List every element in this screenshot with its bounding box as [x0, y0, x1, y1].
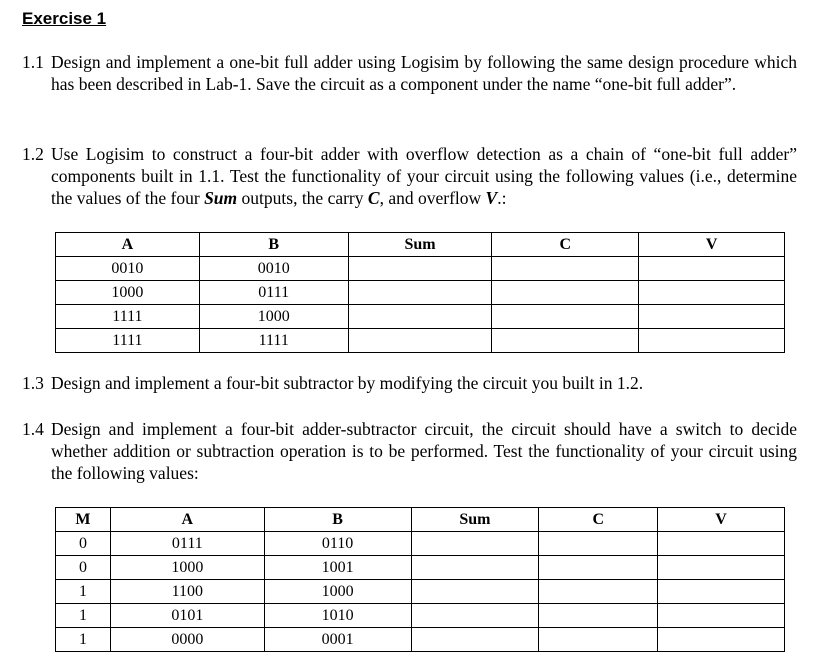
section-number: 1.1 [22, 52, 44, 72]
header-v: V [658, 508, 785, 532]
header-c: C [539, 508, 658, 532]
header-a: A [110, 508, 264, 532]
cell-c [492, 329, 639, 353]
section-number: 1.4 [22, 419, 44, 439]
table-header-row [56, 508, 785, 532]
table-row [56, 305, 785, 329]
cell-a: 1111 [56, 329, 200, 353]
cell-a: 1100 [110, 580, 264, 604]
cell-b: 1001 [264, 556, 411, 580]
sum-term: Sum [204, 188, 238, 208]
cell-sum [348, 305, 492, 329]
table-header-row [56, 233, 785, 257]
cell-m: 1 [56, 628, 111, 652]
header-sum: Sum [348, 233, 492, 257]
exercise-title: Exercise 1 [22, 9, 107, 28]
cell-a: 1000 [110, 556, 264, 580]
cell-b: 0001 [264, 628, 411, 652]
cell-a: 1000 [56, 281, 200, 305]
header-b: B [264, 508, 411, 532]
cell-sum [411, 628, 539, 652]
table-row [56, 628, 785, 652]
cell-c [539, 628, 658, 652]
cell-b: 0010 [199, 257, 348, 281]
cell-m: 1 [56, 604, 111, 628]
cell-sum [411, 532, 539, 556]
section-1-3 [22, 372, 797, 394]
cell-v [658, 628, 785, 652]
table-row [56, 532, 785, 556]
cell-sum [411, 556, 539, 580]
cell-v [639, 329, 785, 353]
section-text: Design and implement a one-bit full adder using Logisim by following the same design procedure which has been described in Lab-1. Save the circuit as a component under the name “one-bit full adder”. [51, 52, 797, 94]
header-a: A [56, 233, 200, 257]
cell-v [639, 281, 785, 305]
table-row [56, 281, 785, 305]
cell-c [539, 532, 658, 556]
cell-c [539, 580, 658, 604]
header-sum: Sum [411, 508, 539, 532]
table-row [56, 604, 785, 628]
cell-v [658, 532, 785, 556]
cell-a: 0000 [110, 628, 264, 652]
cell-c [492, 305, 639, 329]
cell-v [639, 305, 785, 329]
adder-table [55, 232, 785, 353]
adder-subtractor-table [55, 507, 785, 652]
cell-a: 1111 [56, 305, 200, 329]
header-v: V [639, 233, 785, 257]
cell-b: 0111 [199, 281, 348, 305]
cell-v [658, 604, 785, 628]
section-text: Use Logisim to construct a four-bit adder with overflow detection as a chain of “one-bit full adder” components built in 1.1. Test the functionality of your circuit using the following values (i.e., determine the values of the four Sum outputs, the carry C, and overflow V.: [51, 144, 797, 208]
section-text: Design and implement a four-bit subtractor by modifying the circuit you built in 1.2. [51, 373, 644, 393]
section-1-2 [22, 143, 797, 209]
table-row [56, 580, 785, 604]
section-number: 1.2 [22, 144, 44, 164]
cell-m: 0 [56, 556, 111, 580]
cell-sum [411, 604, 539, 628]
cell-sum [411, 580, 539, 604]
cell-c [492, 257, 639, 281]
section-number: 1.3 [22, 373, 44, 393]
cell-sum [348, 257, 492, 281]
cell-c [539, 556, 658, 580]
section-1-1 [22, 51, 797, 95]
overflow-term: V [485, 188, 498, 208]
table-row [56, 556, 785, 580]
cell-v [658, 580, 785, 604]
cell-a: 0010 [56, 257, 200, 281]
cell-c [539, 604, 658, 628]
cell-v [639, 257, 785, 281]
cell-m: 1 [56, 580, 111, 604]
cell-sum [348, 281, 492, 305]
section-1-4 [22, 418, 797, 484]
cell-b: 1000 [264, 580, 411, 604]
cell-b: 0110 [264, 532, 411, 556]
carry-term: C [367, 188, 380, 208]
cell-b: 1111 [199, 329, 348, 353]
header-m: M [56, 508, 111, 532]
table-row [56, 257, 785, 281]
header-c: C [492, 233, 639, 257]
cell-a: 0101 [110, 604, 264, 628]
cell-v [658, 556, 785, 580]
cell-sum [348, 329, 492, 353]
header-b: B [199, 233, 348, 257]
table-row [56, 329, 785, 353]
cell-m: 0 [56, 532, 111, 556]
cell-a: 0111 [110, 532, 264, 556]
cell-b: 1000 [199, 305, 348, 329]
cell-b: 1010 [264, 604, 411, 628]
cell-c [492, 281, 639, 305]
section-text: Design and implement a four-bit adder-subtractor circuit, the circuit should have a switch to decide whether addition or subtraction operation is to be performed. Test the functionality of your circuit using the following values: [51, 419, 797, 483]
